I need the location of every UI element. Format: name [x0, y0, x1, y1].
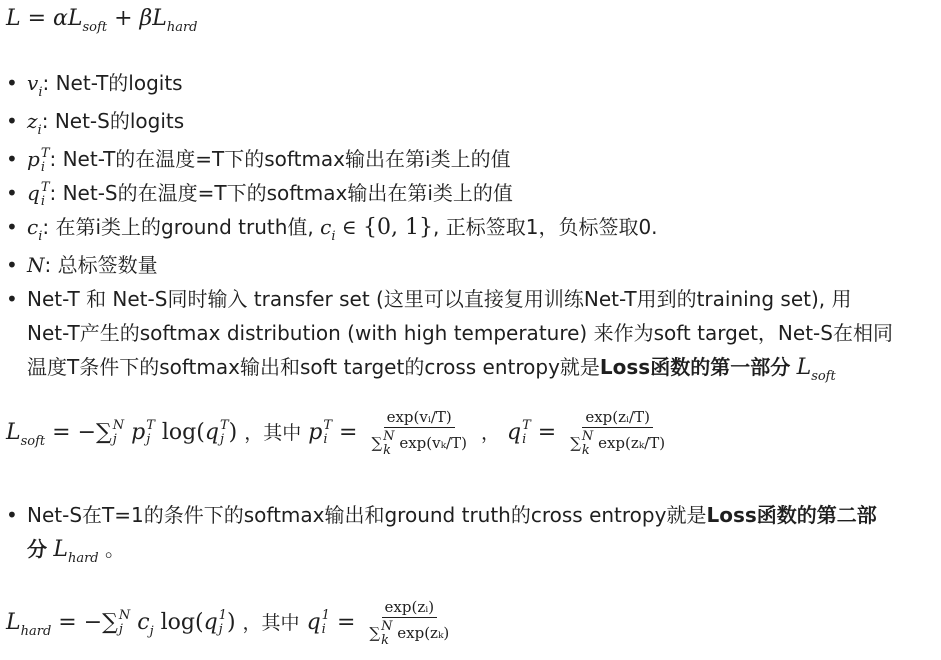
set-subscript: i — [331, 229, 336, 244]
lhs-symbol: L — [6, 420, 21, 445]
subscript: i — [323, 432, 328, 447]
qi-indices — [522, 419, 531, 447]
denominator-expr: exp(zₖ/T) — [598, 434, 666, 452]
paragraph-line — [27, 350, 941, 388]
plus-sign: + — [114, 6, 133, 31]
set-symbol: c — [320, 215, 332, 239]
qi-symbol: q — [306, 610, 321, 635]
period: 。 — [105, 537, 125, 561]
subscript: i — [40, 193, 45, 209]
list-item — [0, 248, 941, 282]
bold-text: 分 — [27, 537, 47, 561]
pi-indices — [323, 419, 332, 447]
equals-sign: = — [537, 420, 557, 445]
symbol: c — [27, 215, 39, 239]
paragraph-line — [27, 532, 941, 570]
denominator — [366, 618, 452, 648]
sum-limits — [119, 609, 130, 637]
item-text-after: , 正标签取1，负标签取0. — [433, 215, 658, 239]
minus-sign: − — [77, 420, 97, 445]
list-item — [0, 176, 941, 210]
softmax-fraction-p — [368, 408, 470, 458]
loss-symbol: L — [6, 6, 21, 31]
q-symbol: q — [204, 420, 219, 445]
denominator — [368, 428, 470, 458]
definition-list — [0, 66, 941, 388]
hard-subscript: hard — [67, 551, 99, 566]
comma: ， — [480, 422, 500, 444]
sum-upper: N — [118, 608, 131, 623]
loss-symbol: L — [796, 355, 812, 380]
c-symbol: c — [137, 610, 150, 635]
superscript: T — [219, 418, 229, 433]
sum-lower: k — [381, 633, 389, 648]
list-item-paragraph-1 — [0, 282, 941, 388]
loss-soft-symbol: L — [67, 6, 83, 31]
sum-lower: k — [383, 443, 392, 458]
q-symbol: q — [203, 610, 218, 635]
superscript: 1 — [321, 608, 330, 623]
sum-symbol: ∑ — [371, 434, 383, 452]
sum-lower: j — [118, 622, 123, 637]
lhs-symbol: L — [6, 610, 21, 635]
numerator: exp(zᵢ/T) — [582, 408, 653, 428]
symbol: q — [27, 181, 40, 205]
bold-text: Loss函数的第一部分 — [599, 355, 791, 379]
superscript: T — [40, 145, 50, 161]
symbol: N — [27, 253, 45, 277]
list-item — [0, 66, 941, 104]
where-text: ，其中 — [242, 612, 300, 634]
element-of-sign: ∈ — [341, 215, 357, 239]
sum-upper: N — [581, 429, 594, 444]
subscript: i — [522, 432, 527, 447]
where-text: ，其中 — [244, 422, 302, 444]
superscript: T — [146, 418, 155, 433]
subscript: i — [37, 123, 42, 138]
equals-sign: = — [336, 610, 356, 635]
soft-subscript: soft — [82, 20, 108, 35]
main-loss-formula — [6, 6, 198, 35]
paragraph-line: • Net-T 和 Net-S同时输入 transfer set (这里可以直接复用训练Net-T用到的training set), 用 — [27, 287, 852, 311]
p-indices — [146, 419, 155, 447]
equals-sign: = — [52, 420, 71, 445]
sum-lower: k — [581, 443, 590, 458]
hard-loss-formula: $L_{hard}$ = −∑ N j $c_j$ log(q 1 j ) ，其中 q 1 i = exp(zᵢ) ∑ N k exp(zₖ) — [6, 598, 456, 648]
pi-symbol: p — [308, 420, 323, 445]
log-function: log — [160, 610, 195, 635]
qi-symbol: q — [506, 420, 522, 445]
denominator — [567, 428, 668, 458]
hard-subscript: hard — [166, 20, 198, 35]
subscript: i — [321, 622, 326, 637]
beta-symbol: β — [139, 6, 153, 31]
item-text: : Net-T的logits — [42, 71, 183, 95]
list-item — [0, 210, 941, 248]
sum-upper: N — [381, 619, 393, 634]
sum-symbol: ∑ — [96, 420, 112, 445]
denominator-expr: exp(vₖ/T) — [399, 434, 467, 452]
item-text: : 在第i类上的ground truth值, — [42, 215, 321, 239]
superscript: T — [40, 179, 50, 195]
paragraph-line — [27, 498, 941, 532]
symbol: v — [27, 71, 39, 95]
equals-sign: = — [58, 610, 77, 635]
numerator: exp(vᵢ/T) — [384, 408, 455, 428]
list-item — [0, 104, 941, 142]
subscript: j — [149, 624, 154, 639]
soft-loss-formula: $L_{soft}$ = −∑ N j p T j log(q T j ) ，其中 p T i = exp(vᵢ/T) ∑ N k exp(vₖ/T) ， q T i = exp(zᵢ/T) ∑ N k exp(zₖ/T) — [6, 408, 672, 458]
equals-sign: = — [339, 420, 358, 445]
subscript: j — [146, 432, 151, 447]
denominator-expr: exp(zₖ) — [397, 624, 450, 642]
loss-hard-symbol: L — [152, 6, 167, 31]
line-text: Net-S在T=1的条件下的softmax输出和ground truth的cross entropy就是 — [27, 503, 707, 527]
subscript: i — [38, 85, 43, 100]
bold-text: Loss函数的第二部 — [706, 503, 877, 527]
set-values: {0, 1} — [363, 215, 434, 240]
sum-lower: j — [112, 432, 117, 447]
list-item-paragraph-2 — [0, 498, 941, 570]
sum-symbol: ∑ — [102, 610, 118, 635]
softmax-fraction-hard — [366, 598, 452, 648]
symbol: z — [27, 109, 38, 133]
superscript: 1 — [218, 608, 227, 623]
sum-symbol: ∑ — [570, 434, 581, 452]
subscript: i — [38, 229, 43, 244]
sum-upper: N — [383, 429, 395, 444]
qi-indices — [322, 609, 330, 637]
log-function: log — [161, 420, 197, 445]
q-indices — [220, 419, 229, 447]
lhs-subscript: hard — [20, 624, 52, 639]
item-text: : 总标签数量 — [44, 253, 158, 277]
sum-upper: N — [112, 418, 125, 433]
item-text: : Net-T的在温度=T下的softmax输出在第i类上的值 — [49, 147, 511, 171]
paragraph-line: Net-T产生的softmax distribution (with high temperature) 来作为soft target，Net-S在相同 — [27, 321, 893, 345]
softmax-fraction-q — [567, 408, 668, 458]
loss-symbol: L — [53, 537, 68, 562]
sum-limits — [113, 419, 124, 447]
equals-sign: = — [27, 6, 47, 31]
q-indices — [219, 609, 227, 637]
subscript: j — [219, 432, 224, 447]
line-text: 温度T条件下的softmax输出和soft target的cross entropy就是 — [27, 355, 600, 379]
alpha-symbol: α — [53, 6, 68, 31]
numerator: exp(zᵢ) — [382, 598, 438, 618]
lhs-subscript: soft — [20, 434, 46, 449]
sum-symbol: ∑ — [369, 624, 381, 642]
superscript: T — [522, 418, 531, 433]
superscript: T — [323, 418, 332, 433]
symbol: p — [27, 147, 40, 171]
subscript: i — [40, 159, 45, 175]
minus-sign: − — [83, 610, 103, 635]
p-symbol: p — [131, 420, 146, 445]
subscript: j — [218, 622, 223, 637]
soft-subscript: soft — [811, 369, 836, 384]
item-text: : Net-S的在温度=T下的softmax输出在第i类上的值 — [49, 181, 513, 205]
list-item — [0, 142, 941, 176]
item-text: : Net-S的logits — [41, 109, 185, 133]
second-list — [0, 498, 941, 570]
